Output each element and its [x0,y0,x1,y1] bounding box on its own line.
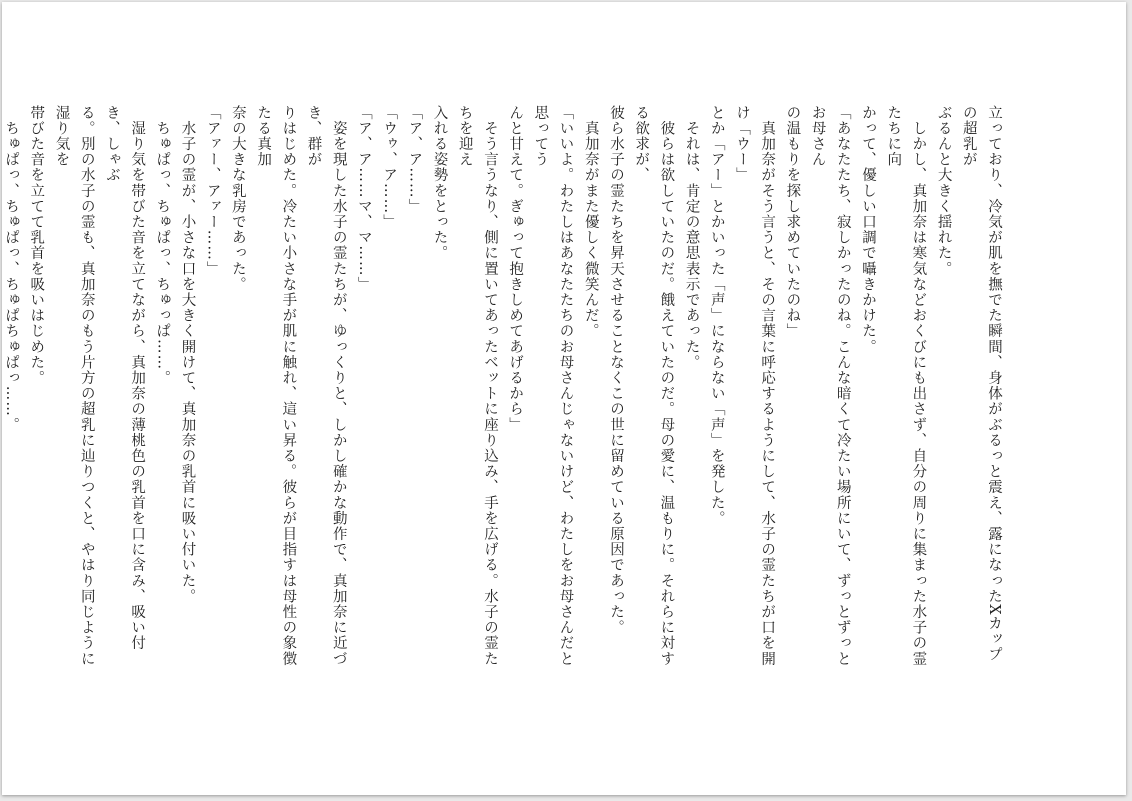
text-line: る。別の水子の霊も、真加奈のもう片方の超乳に辿りつくと、やはり同じように湿り気を [53,105,95,667]
text-line: それは、肯定の意思表示であった。 [683,105,700,371]
text-line: そう言うなり、側に置いてあったベットに座り込み、手を広げる。水子の霊たちを迎え [456,105,498,667]
text-line: 水子の霊が、小さな口を大きく開けて、真加奈の乳首に吸い付いた。 [179,105,196,605]
text-line: 帯びた音を立てて乳首を吸いはじめた。 [28,105,45,386]
text-line: んと甘えて。ぎゅって抱きしめてあげるから」 [507,105,524,433]
text-line: 彼ら水子の霊たちを昇天させることなくこの世に留めている原因であった。 [607,105,624,636]
text-line: りはじめた。冷たい小さな手が肌に触れ、這い昇る。彼らが目指すは母性の象徴たる真加 [255,105,297,667]
document-page [2,2,1126,795]
text-line: 立っており、冷気が肌を撫でた瞬間、身体がぶるっと震え、露になったXカップの超乳が [960,105,1002,663]
text-line: しかし、真加奈は寒気などおくびにも出さず、自分の周りに集まった水子の霊たちに向 [885,105,927,667]
text-line: ちゅぱっ、ちゅぱっ、ちゅぱちゅぱっ……。 [3,105,20,433]
text-line: とか「アー」とかいった「声」にならない「声」を発した。 [708,105,725,527]
text-line: 「ウゥ、ア……」 [381,105,398,230]
text-line: 「ア、ア……マ、マ……」 [355,105,372,293]
text-line: 入れる姿勢をとった。 [431,105,448,261]
text-line: 姿を現した水子の霊たちが、ゆっくりと、しかし確かな動作で、真加奈に近づき、群が [305,105,347,667]
text-line: 湿り気を帯びた音を立てながら、真加奈の薄桃色の乳首を口に含み、吸い付き、しゃぶ [103,105,146,651]
text-line: の温もりを探し求めていたのね」 [784,105,801,339]
text-line: 彼らは欲していたのだ。餓えていたのだ。母の愛に、温もりに。それらに対する欲求が、 [633,105,675,667]
text-line: 「あなたたち、寂しかったのね。こんな暗くて冷たい場所にいて、ずっとずっとお母さん [809,105,851,667]
vertical-text-body [3,105,1006,670]
text-line: 真加奈がそう言うと、その言葉に呼応するようにして、水子の霊たちが口を開け「ウー」 [733,105,776,667]
text-line: 「いいよ。わたしはあなたたちのお母さんじゃないけど、わたしをお母さんだと思ってう [532,105,574,667]
text-line: 「アァー、アァー……」 [204,105,221,277]
text-line: 真加奈がまた優しく微笑んだ。 [582,105,599,339]
text-line: ぶるんと大きく揺れた。 [935,105,952,277]
text-line: ちゅぱっ、ちゅぱっ、ちゅっぱ……。 [154,105,171,386]
text-line: 「ア、ア……」 [406,105,423,215]
text-line: かって、優しい口調で囁きかけた。 [859,105,876,355]
text-line: 奈の大きな乳房であった。 [229,105,246,293]
